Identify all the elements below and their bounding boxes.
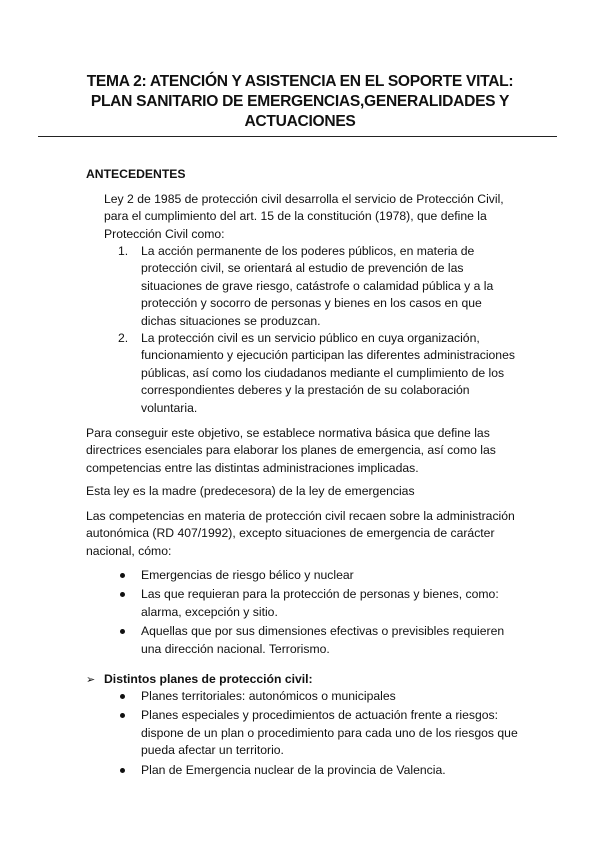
list-item bbox=[120, 707, 520, 759]
national-emergencies-list bbox=[120, 567, 520, 660]
title-line-3: ACTUACIONES bbox=[244, 113, 356, 130]
plans-heading bbox=[86, 671, 313, 689]
list-item bbox=[120, 586, 520, 621]
title-divider bbox=[38, 136, 557, 137]
numbered-list bbox=[118, 243, 518, 417]
mother-law-paragraph: Esta ley es la madre (predecesora) de la ley de emergencias bbox=[86, 484, 415, 498]
title-line-1: TEMA 2: ATENCIÓN Y ASISTENCIA EN EL SOPORTE VITAL: bbox=[86, 73, 514, 90]
intro-paragraph: Ley 2 de 1985 de protección civil desarrolla el servicio de Protección Civil, para el cumplimiento del art. 15 de la constitución (1978), que define la Protección Civil como: bbox=[104, 192, 504, 241]
item-text: La acción permanente de los poderes públicos, en materia de protección civil, se orientará al estudio de prevención de las situaciones de grave riesgo, catástrofe o calamidad pública y a la protección y socorro de personas y bienes en los casos en que dichas situaciones se produzcan. bbox=[141, 244, 494, 328]
objective-paragraph: Para conseguir este objetivo, se establece normativa básica que define las directrices esenciales para elaborar los planes de emergencia, así como las competencias entre las distintas administraciones implicadas. bbox=[86, 426, 496, 475]
competences-paragraph: Las competencias en materia de protección civil recaen sobre la administración autonómica (RD 407/1992), excepto situaciones de emergencia de carácter nacional, cómo: bbox=[86, 509, 515, 558]
list-item-text: Las que requieran para la protección de personas y bienes, como: alarma, excepción y sitio. bbox=[141, 587, 499, 619]
numbered-item bbox=[118, 243, 518, 330]
bullet-icon bbox=[120, 694, 125, 699]
list-item bbox=[120, 762, 520, 779]
list-item-text: Aquellas que por sus dimensiones efectivas o previsibles requieren una dirección nacional. Terrorismo. bbox=[141, 624, 505, 656]
list-item-text: Planes especiales y procedimientos de actuación frente a riesgos: dispone de un plan o procedimiento para cada uno de los riesgos que pueda afectar un territorio. bbox=[141, 708, 518, 758]
list-item-text: Emergencias de riesgo bélico y nuclear bbox=[141, 568, 354, 582]
section-heading-antecedentes: ANTECEDENTES bbox=[86, 167, 186, 181]
plans-heading-text: Distintos planes de protección civil: bbox=[104, 672, 313, 686]
item-number: 2. bbox=[118, 331, 129, 346]
bullet-icon bbox=[120, 768, 125, 773]
bullet-icon bbox=[120, 592, 125, 597]
civil-protection-plans-list bbox=[120, 688, 520, 781]
item-number: 1. bbox=[118, 244, 129, 258]
list-item bbox=[120, 567, 520, 584]
list-item-text: Plan de Emergencia nuclear de la provincia de Valencia. bbox=[141, 762, 446, 777]
bullet-icon bbox=[120, 573, 125, 578]
list-item bbox=[120, 688, 520, 705]
bullet-icon bbox=[120, 713, 125, 718]
numbered-item bbox=[118, 330, 518, 417]
item-text: La protección civil es un servicio público en cuya organización, funcionamiento y ejecución participan las diferentes administraciones públicas, así como los ciudadanos mediante el cumplimiento de los correspondientes deberes y la prestación de su colaboración voluntaria. bbox=[141, 331, 515, 415]
page-title bbox=[40, 72, 560, 132]
title-line-2: PLAN SANITARIO DE EMERGENCIAS,GENERALIDADES Y bbox=[90, 93, 510, 110]
list-item bbox=[120, 623, 520, 658]
list-item-text: Planes territoriales: autonómicos o municipales bbox=[141, 689, 396, 703]
bullet-icon bbox=[120, 629, 125, 634]
arrow-bullet-icon: ➢ bbox=[86, 674, 96, 686]
